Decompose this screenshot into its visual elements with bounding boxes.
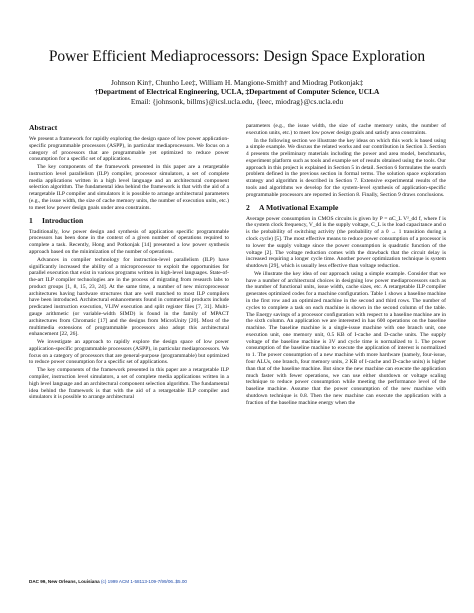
introduction-heading xyxy=(29,216,229,225)
intro-paragraph-4: The key components of the framework presented in this paper are a retargetable ILP compiler, instruction level simulators, a set of complete media applications written in a high level language and an architectural component selection algorithm. The fundamental idea behind the framework is that with the aid of a retargetable ILP compiler and simulators it is possible to arrange architectural xyxy=(29,367,229,401)
author-email: Email: {johnsonk, billms}@icsl.ucla.edu, {leec, miodrag}@cs.ucla.edu xyxy=(130,96,344,106)
continued-paragraph: parameters (e.g., the issue width, the size of cache memory units, the number of execution units, etc.) to meet low power design goals and satisfy area constraints. xyxy=(246,123,446,136)
section-number: 1 xyxy=(29,215,33,225)
author-block xyxy=(0,78,474,106)
power-model-paragraph: Average power consumption in CMOS circuits is given by P = αC_L V²_dd f, where f is the system clock frequency, V_dd is the supply voltage, C_L is the load capacitance and α is the probability of switching activity (the probability of a 0 → 1 transition during a clock cycle) [5]. The most effective means to reduce power consumption of a processor is to lower the supply voltage since the power consumption is quadratic function of the voltage [2]. The voltage reduction comes with the drawback that the circuit delay is increased requiring a longer cycle time. Another power optimization technique is system shutdown [29], which is usually less effective than voltage reduction. xyxy=(246,215,446,270)
example-paragraph: We illustrate the key idea of our approach using a simple example. Consider that we have a number of architectural choices in designing low power mediaprocessors such as the number of functional units, issue width, cache sizes, etc. A retargetable ILP compiler generates optimized codes for a machine configuration. Table 1 shows a baseline machine in the first row and an optimized machine in the second and third rows. The number of cycles to complete a task on each machine is shown in the second column of the table. The Energy savings of a processor configuration with respect to a baseline machine are in the sixth column. An application we are interested in has 600 operations on the baseline machine. The baseline machine is a single-issue machine with one branch unit, one execution unit, one memory unit, 0.5 KB of I-cache and D-cache units. The supply voltage of the baseline machine is 3V and cycle time is normalized to 1. The power consumption of the baseline machine to execute the application of interest is normalized to 1. The power consumption of a new machine with more hardware (namely, four-issue, four ALUs, one branch, four memory units, 2 KB of I-cache and D-cache units) is higher than that of the baseline machine. But since the new machine can execute the application much faster with fewer operations, we can use either shutdown or voltage scaling technique to reduce power consumption while meeting the performance level of the baseline machine. Assume that the power consumption of the new machine with shutdown technique is 0.8. Then the new machine can execute the application with a fraction of the baseline machine energy when the xyxy=(246,270,446,406)
abstract-heading: Abstract xyxy=(29,123,58,132)
footer-copyright: (c) 1999 ACM 1-58113-109-7/99/06..$5.00 xyxy=(101,579,187,584)
author-departments: †Department of Electrical Engineering, UCLA, ‡Department of Computer Science, UCLA xyxy=(94,87,380,97)
footer-venue: DAC 99, New Orleans, Louisiana xyxy=(29,579,100,584)
intro-paragraph-3: We investigate an approach to rapidly explore the design space of low power application-specific programmable processors (ASPP), in particular mediaprocessors. We focus on a category of processors that are general-purpose (programmable) but optimized to reduce power consumption for a specific set of applications. xyxy=(29,339,229,366)
motivational-example-heading xyxy=(246,203,446,212)
abstract-paragraph-2: The key components of the framework presented in this paper are a retargetable instruction level parallelism (ILP) compiler, processor simulators, a set of complete media applications written in a high level language and an architectural component selection algorithm. The fundamental idea behind the framework is that with the aid of a retargetable ILP compiler and simulators it is possible to arrange architectural parameters (e.g., the issue width, the size of cache memory units, the number of execution units, etc.) to meet low power design goals under area constraints. xyxy=(29,164,229,211)
section-title: A Motivational Example xyxy=(259,202,339,212)
page-footer xyxy=(29,579,449,585)
intro-paragraph-1: Traditionally, low power design and synthesis of application specific programmable processors has been done in the context of a given number of operations required to complete a task. Recently, Hong and Potkonjak [14] presented a low power synthesis approach based on the minimization of the number of operations. xyxy=(29,228,229,255)
right-column xyxy=(246,123,446,407)
section-number: 2 xyxy=(246,202,250,212)
author-names: Johnson Kin†, Chunho Lee‡, William H. Mangione-Smith† and Miodrag Potkonjak‡ xyxy=(110,78,364,87)
outline-paragraph: In the following section we illustrate the key ideas on which this work is based using a simple example. We discuss the related works and our contribution in Section 3. Section 4 presents the preliminary materials including the power and area model, benchmarks, experiment platform such as tools and example set of results obtained using the tools. Our approach in this project is explained in Section 5 in detail. Section 6 formulates the search problem defined in the previous section in formal terms. The solution space exploration strategy and algorithm is described in Section 7. Extensive experimental results of the tools and algorithms we develop for the system-level synthesis of application-specific programmable processors are reported in Section 8. Finally, Section 9 draws conclusions. xyxy=(246,137,446,198)
paper-title: Power Efficient Mediaprocessors: Design Space Exploration xyxy=(48,48,426,65)
section-title: Introduction xyxy=(42,215,84,225)
left-column xyxy=(29,123,229,402)
abstract-paragraph-1: We present a framework for rapidly exploring the design space of low power application-specific programmable processors (ASPP), in particular mediaprocessors. We focus on a category of processors that are programmable yet optimized to reduce power consumption for a specific set of applications. xyxy=(29,136,229,163)
intro-paragraph-2: Advances in compiler technology for instruction-level parallelism (ILP) have significantly increased the ability of a microprocessor to exploit the opportunities for parallel execution that exist in various programs written in high-level languages. State-of-the-art ILP compiler technologies are in the process of migrating from research labs to product groups [1, 8, 15, 23, 24]. At the same time, a number of new microprocessor architectures having hardware structures that are well matched to most ILP compilers have been introduced. Architectural enhancements found in commercial products include predicated instruction execution, VLIW execution and split register files [7, 31]. Multi-gauge arithmetic (or variable-width SIMD) is found in the family of MPACT architectures from Chromatic [17] and the designs from MicroUnity [20]. Most of the multimedia extensions of programmable processors also adopt this architectural enhancement [22, 26]. xyxy=(29,256,229,338)
